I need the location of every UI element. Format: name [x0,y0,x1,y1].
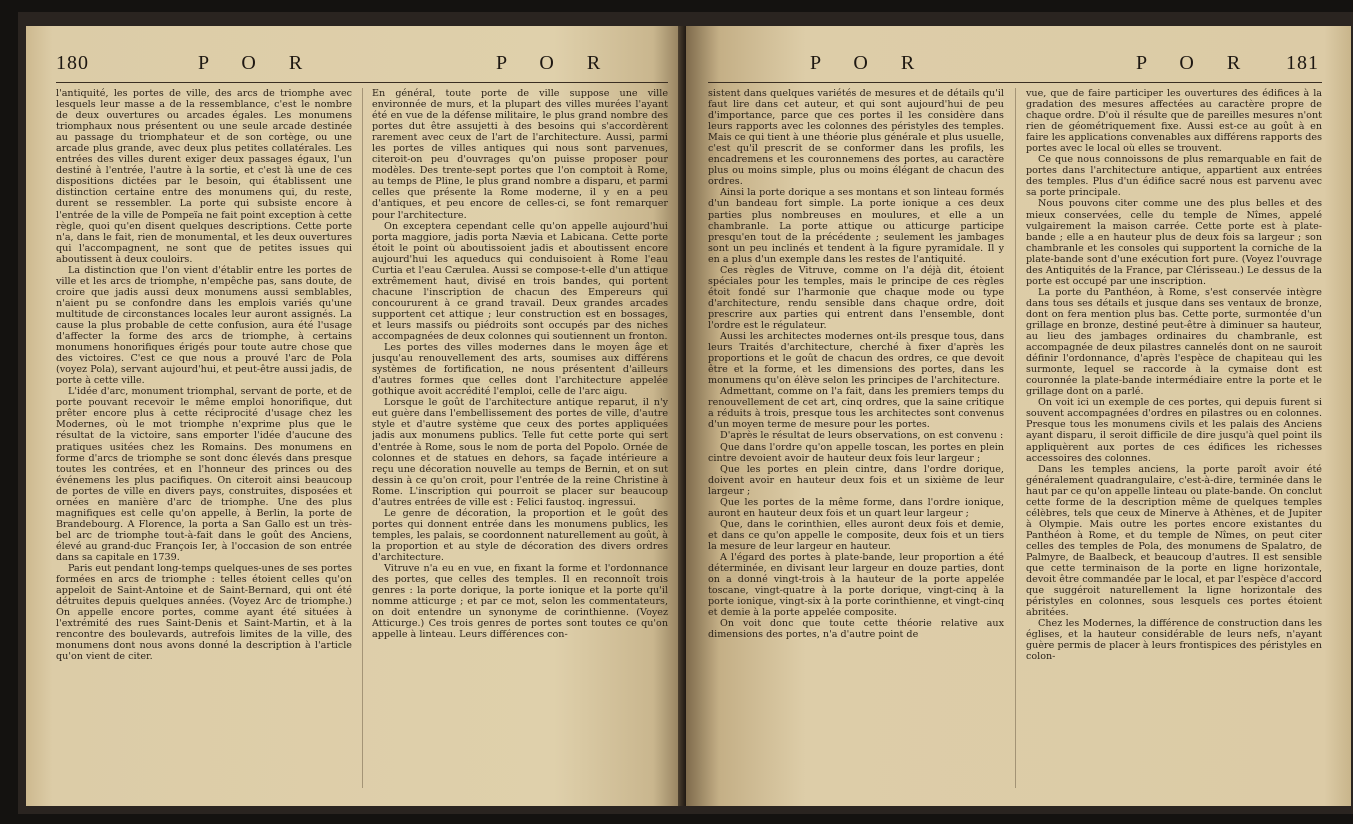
page-number-right: 181 [1286,52,1319,74]
head-rule [56,82,668,83]
paragraph: Que les portes en plein cintre, dans l'ordre dorique, doivent avoir en hauteur deux fois et un sixième de leur largeur ; [708,463,1004,497]
page-number-left: 180 [56,52,89,74]
paragraph: Les portes des villes modernes dans le moyen âge et jusqu'au renouvellement des arts, soumises aux différens systèmes de fortification, ne nous présentent d'ailleurs d'autres formes que celles dont l'architecture appelée gothique avoit accrédité l'emploi, celle de l'arc aigu. [372,342,668,398]
paragraph: On voit ici un exemple de ces portes, qui depuis furent si souvent accompagnées d'ordres en pilastres ou en colonnes. Presque tous les monumens civils et les palais des Anciens ayant disparu, il seroit difficile de dire jusqu'à quel point ils appliquèrent aux portes de ces édifices les richesses accessoires des colonnes. [1026,397,1322,464]
paragraph: La distinction que l'on vient d'établir entre les portes de ville et les arcs de triomphe, n'empêche pas, sans doute, de croire que jadis aussi deux monumens aussi semblables, n'aient pu se confondre dans les emplois variés qu'une multitude de circonstances locales leur auront assignés. La cause la plus probable de cette confusion, aura été l'usage d'affecter la forme des arcs de triomphe, à certains monumens honorifiques érigés pour toute autre chose que des victoires. C'est ce que nous a prouvé l'arc de Pola (voyez Pola), servant aujourd'hui, et peut-être aussi jadis, de porte à cette ville. [56,264,352,387]
paragraph: Ainsi la porte dorique a ses montans et son linteau formés d'un bandeau fort simple. La porte ionique a ces deux parties plus nombreuses en moulures, et elle a un chambranle. La porte attique ou atticurge participe presqu'en tout de la précédente ; seulement les jambages sont un peu inclinés et tendent à la figure pyramidale. Il y en a plus d'un exemple dans les restes de l'antiquité. [708,187,1004,265]
paragraph: Ces règles de Vitruve, comme on l'a déjà dit, étoient spéciales pour les temples, mais le principe de ces règles étoit fondé sur l'harmonie que chaque mode ou type d'architecture, rendu sensible dans chaque ordre, doit prescrire aux parties qui entrent dans l'ensemble, dont l'ordre est le régulateur. [708,264,1004,331]
text-column-left-1 [56,88,352,788]
paragraph: Nous pouvons citer comme une des plus belles et des mieux conservées, celle du temple de Nîmes, appelé vulgairement la maison carrée. Cette porte est à plate-bande ; elle a en hauteur plus de deux fois sa largeur ; son chambranle et les consoles qui supportent la corniche de la plate-bande sont d'une exécution fort pure. (Voyez l'ouvrage des Antiquités de la France, par Clérisseau.) Le dessus de la porte est occupé par une inscription. [1026,198,1322,287]
left-page [26,26,686,806]
column-divider [362,88,363,788]
running-head-right-col1: P O R [810,52,929,74]
paragraph: On exceptera cependant celle qu'on appelle aujourd'hui porta maggiore, jadis porta Nævia et Labicana. Cette porte étoit le point où aboutissoient jadis et aboutissent encore aujourd'hui les aqueducs qui conduisoient à Rome l'eau Curtia et l'eau Cærulea. Aussi se compose-t-elle d'un attique extrêmement haut, divisé en trois bandes, qui portent chacune l'inscription de chacun des Empereurs qui concoururent à ce grand travail. Deux grandes arcades supportent cet attique ; leur construction est en bossages, et leurs massifs ou piédroits sont occupés par des niches accompagnées de deux colonnes qui soutiennent un fronton. [372,220,668,343]
text-column-right-1 [708,88,1004,788]
paragraph: D'après le résultat de leurs observations, on est convenu : [720,430,1004,442]
paragraph: Aussi les architectes modernes ont-ils presque tous, dans leurs Traités d'architecture, cherché à fixer d'après les proportions et le goût de chacun des ordres, ce que devoit être et la forme, et les dimensions des portes, dans les monumens qu'on élève selon les principes de l'architecture. [708,331,1004,387]
paragraph: La porte du Panthéon, à Rome, s'est conservée intègre dans tous ses détails et jusque dans ses ventaux de bronze, dont on fera mention plus bas. Cette porte, surmontée d'un grillage en bronze, destiné peut-être à diminuer sa hauteur, au lieu des jambages ordinaires du chambranle, est accompagnée de deux pilastres cannelés dont on ne sauroit définir l'ordonnance, d'après l'espèce de chapiteau qui les surmonte, lequel se raccorde à la cymaise dont est couronnée la plate-bande intermédiaire entre la porte et le grillage dont on a parlé. [1026,286,1322,398]
paragraph: Que, dans le corinthien, elles auront deux fois et demie, et dans ce qu'on appelle le composite, deux fois et un tiers la mesure de leur largeur en hauteur. [708,518,1004,552]
paragraph: Chez les Modernes, la différence de construction dans les églises, et la hauteur considérable de leurs nefs, n'ayant guère permis de placer à leurs frontispices des péristyles en colon- [1026,618,1322,663]
running-head-left-col1: P O R [198,52,317,74]
paragraph: Que les portes de la même forme, dans l'ordre ionique, auront en hauteur deux fois et un quart leur largeur ; [708,496,1004,519]
paragraph: sistent dans quelques variétés de mesures et de détails qu'il faut lire dans cet auteur, et qui sont aujourd'hui de peu d'importance, parce que ces portes il les considère dans leurs rapports avec les colonnes des péristyles des temples. Mais ce qui tient à une théorie plus générale et plus usuelle, c'est qu'il prescrit de se conformer dans les profils, les encadremens et les couronnemens des portes, au caractère plus ou moins simple, plus ou moins élégant de chacun des ordres. [708,88,1004,188]
paragraph: Lorsque le goût de l'architecture antique reparut, il n'y eut guère dans l'embellissement des portes de ville, d'autre style et d'autre système que ceux des portes appliquées jadis aux monumens publics. Telle fut cette porte qui sert d'entrée à Rome, sous le nom de porta del Popolo. Ornée de colonnes et de statues en dehors, sa façade intérieure a reçu une décoration nouvelle au temps de Bernin, et on sut dessin à ce qu'on croit, pour l'entrée de la reine Christine à Rome. L'inscription qui pourroit se placer sur beaucoup d'autres entrées de ville est : Felici faustoq. ingressui. [372,397,668,508]
paragraph: Le genre de décoration, la proportion et le goût des portes qui donnent entrée dans les monumens publics, les temples, les palais, se coordonnent naturellement au goût, à la proportion et au style de décoration des divers ordres d'architecture. [372,507,668,563]
book-spread [18,12,1353,814]
paragraph: Ce que nous connoissons de plus remarquable en fait de portes dans l'architecture antique, appartient aux entrées des temples. Plus d'un édifice sacré nous est parvenu avec sa porte principale. [1026,154,1322,199]
paragraph: Dans les temples anciens, la porte paroît avoir été généralement quadrangulaire, c'est-à-dire, terminée dans le haut par ce qu'on appelle linteau ou plate-bande. On conclut cette forme de la description même de quelques temples célèbres, tels que ceux de Minerve à Athènes, et de Jupiter à Olympie. Mais outre les portes encore existantes du Panthéon à Rome, et du temple de Nîmes, on peut citer celles des temples de Pola, des monumens de Spalatro, de Palmyre, de Baalbeck, et beaucoup d'autres. Il est sensible que cette terminaison de la porte en ligne horizontale, devoit être commandée par le local, et par l'espèce d'accord que suggéroit naturellement la ligne horizontale des péristyles en colonnes, sous lesquels ces portes étoient abritées. [1026,463,1322,619]
paragraph: Admettant, comme on l'a fait, dans les premiers temps du renouvellement de cet art, cinq ordres, que la saine critique a réduits à trois, presque tous les architectes sont convenus d'un moyen terme de mesure pour les portes. [708,386,1004,431]
text-column-left-2 [372,88,668,788]
paragraph: On voit donc que toute cette théorie relative aux dimensions des portes, n'a d'autre point de [708,618,1004,641]
text-column-right-2 [1026,88,1322,788]
paragraph: En général, toute porte de ville suppose une ville environnée de murs, et la plupart des villes murées l'ayant été en vue de la défense militaire, le plus grand nombre des portes dut être assujetti à des besoins qui s'accordèrent rarement avec ceux de l'art de l'architecture. Aussi, parmi les portes de villes antiques qui nous sont parvenues, citeroit-on peu d'ouvrages qu'on puisse proposer pour modèles. Des trente-sept portes que l'on comptoit à Rome, au temps de Pline, le plus grand nombre a disparu, et parmi celles que présente la Rome moderne, il y en a peu d'antiques, et peu encore de celles-ci, se font remarquer pour l'architecture. [372,88,668,221]
paragraph: Que dans l'ordre qu'on appelle toscan, les portes en plein cintre devoient avoir de hauteur deux fois leur largeur ; [708,441,1004,464]
paragraph: Paris eut pendant long-temps quelques-unes de ses portes formées en arcs de triomphe : telles étoient celles qu'on appeloit de Saint-Antoine et de Saint-Bernard, qui ont été détruites depuis quelques années. (Voyez Arc de triomphe.) On appelle encore portes, comme ayant été situées à l'extrémité des rues Saint-Denis et Saint-Martin, et à la rencontre des boulevards, autrefois limites de la ville, des monumens dont nous avons donné la description à l'article qu'on vient de citer. [56,563,352,663]
paragraph: L'idée d'arc, monument triomphal, servant de porte, et de porte pouvant recevoir le même emploi honorifique, dut prêter encore plus à cette réciprocité d'usage chez les Modernes, où le mot triomphe n'exprime plus que le résultat de la victoire, sans emporter l'idée d'aucune des pratiques usitées chez les Romains. Des monumens en forme d'arcs de triomphe se sont donc élevés dans presque toutes les contrées, et en l'honneur des princes ou des événemens les plus pacifiques. On citeroit ainsi beaucoup de portes de ville en divers pays, construites, disposées et ornées en manière d'arc de triomphe. Une des plus magnifiques est celle qu'on appelle, à Berlin, la porte de Brandebourg. A Florence, la porta a San Gallo est un très-bel arc de triomphe tout-à-fait dans le goût des Anciens, élevé au grand-duc François Ier, à l'occasion de son entrée dans sa capitale en 1739. [56,386,352,563]
paragraph: l'antiquité, les portes de ville, des arcs de triomphe avec lesquels leur masse a de la ressemblance, c'est le nombre de deux ouvertures ou arcades égales. Les monumens triomphaux nous présentent ou une seule arcade destinée au passage du triomphateur et de son cortège, ou une arcade plus grande, avec deux plus petites collatérales. Les entrées des villes durent exiger deux passages égaux, l'un destiné à l'entrée, l'autre à la sortie, et c'est là une de ces dispositions dictées par le besoin, qui établissent une distinction certaine entre des monumens qui, du reste, durent se ressembler. La porte qui subsiste encore à l'entrée de la ville de Pompeïa ne fait point exception à cette règle, quoi qu'en disent quelques descriptions. Cette porte n'a, dans le fait, rien de monumental, et les deux ouvertures qui l'accompagnent, ne sont que de petites issues qui aboutissent à deux couloirs. [56,88,352,265]
paragraph: vue, que de faire participer les ouvertures des édifices à la gradation des mesures affectées au caractère propre de chaque ordre. D'où il résulte que de pareilles mesures n'ont rien de géométriquement fixe. Aussi est-ce au goût à en faire les applications convenables aux différens rapports des portes avec le local où elles se trouvent. [1026,88,1322,155]
paragraph: A l'égard des portes à plate-bande, leur proportion a été déterminée, en divisant leur largeur en douze parties, dont on a donné vingt-trois à la hauteur de la porte appelée toscane, vingt-quatre à la porte dorique, vingt-cinq à la porte ionique, vingt-six à la porte corinthienne, et vingt-cinq et demie à la porte appelée composite. [708,551,1004,619]
running-head-right-col2: P O R [1136,52,1255,74]
paragraph: Vitruve n'a eu en vue, en fixant la forme et l'ordonnance des portes, que celles des temples. Il en reconnoît trois genres : la porte dorique, la porte ionique et la porte qu'il nomme atticurge ; et par ce mot, selon les commentateurs, on doit entendre un synonyme de corinthienne. (Voyez Atticurge.) Ces trois genres de portes sont toutes ce qu'on appelle à linteau. Leurs différences con- [372,563,668,641]
running-head-left-col2: P O R [496,52,615,74]
column-divider [1015,88,1016,788]
head-rule [708,82,1322,83]
right-page [686,26,1351,806]
